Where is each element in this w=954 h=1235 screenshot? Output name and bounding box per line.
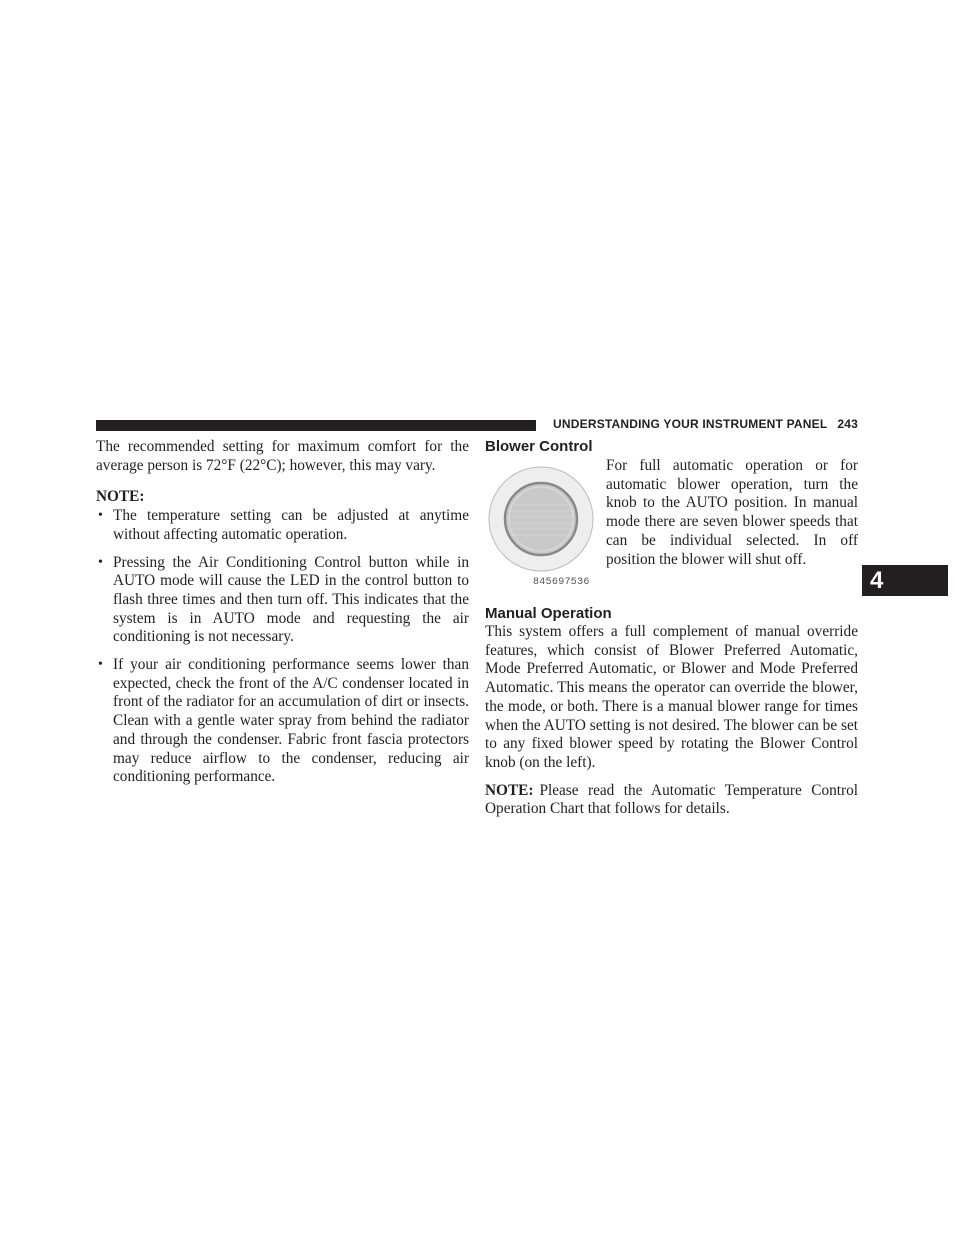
note-paragraph — [485, 782, 858, 819]
note-bullet-list — [96, 507, 469, 787]
list-item: • The temperature setting can be adjusted at anytime without affecting automatic operation. — [96, 507, 469, 544]
blower-control-block — [485, 457, 858, 588]
list-item: • Pressing the Air Conditioning Control button while in AUTO mode will cause the LED in the control button to flash three times and then turn off. This indicates that the system is in AUTO mode and requesting the air conditioning is not necessary. — [96, 554, 469, 648]
manual-operation-heading: Manual Operation — [485, 605, 612, 622]
left-column — [96, 438, 469, 796]
list-item: • If your air conditioning performance seems lower than expected, check the front of the A/C condenser located in front of the radiator for an accumulation of dirt or insects. Clean with a gentle water spray from behind the radiator and through the condenser. Fabric front fascia protectors may reduce airflow to the condenser, reducing air conditioning performance. — [96, 656, 469, 787]
running-header — [546, 417, 858, 431]
chapter-number: 4 — [870, 567, 884, 594]
right-column — [485, 438, 858, 819]
section-title: UNDERSTANDING YOUR INSTRUMENT PANEL — [553, 417, 828, 431]
page-number: 243 — [837, 417, 858, 431]
chapter-tab — [862, 565, 948, 596]
figure-id: 845697536 — [533, 577, 590, 588]
header-rule — [96, 420, 536, 431]
blower-knob-illustration — [485, 463, 597, 575]
manual-operation-paragraph: This system offers a full complement of manual override features, which consist of Blower Preferred Automatic, Mode Preferred Automatic, or Blower and Mode Preferred Automatic. This means the operator can override the blower, the mode, or both. There is a manual blower range for times when the AUTO setting is not desired. The blower can be set to any fixed blower speed by rotating the Blower Control knob (on the left). — [485, 623, 858, 771]
note-label-inline: NOTE: — [485, 781, 534, 799]
blower-control-paragraph: For full automatic operation or for automatic blower operation, turn the knob to the AUTO position. In manual mode there are seven blower speeds that can be individual selected. In off position the blower will shut off. — [606, 457, 858, 568]
note-text: Please read the Automatic Temperature Control Operation Chart that follows for details. — [485, 781, 858, 818]
note-label: NOTE: — [96, 488, 145, 506]
blower-control-heading: Blower Control — [485, 438, 593, 455]
comfort-setting-paragraph: The recommended setting for maximum comfort for the average person is 72°F (22°C); however, this may vary. — [96, 438, 469, 474]
